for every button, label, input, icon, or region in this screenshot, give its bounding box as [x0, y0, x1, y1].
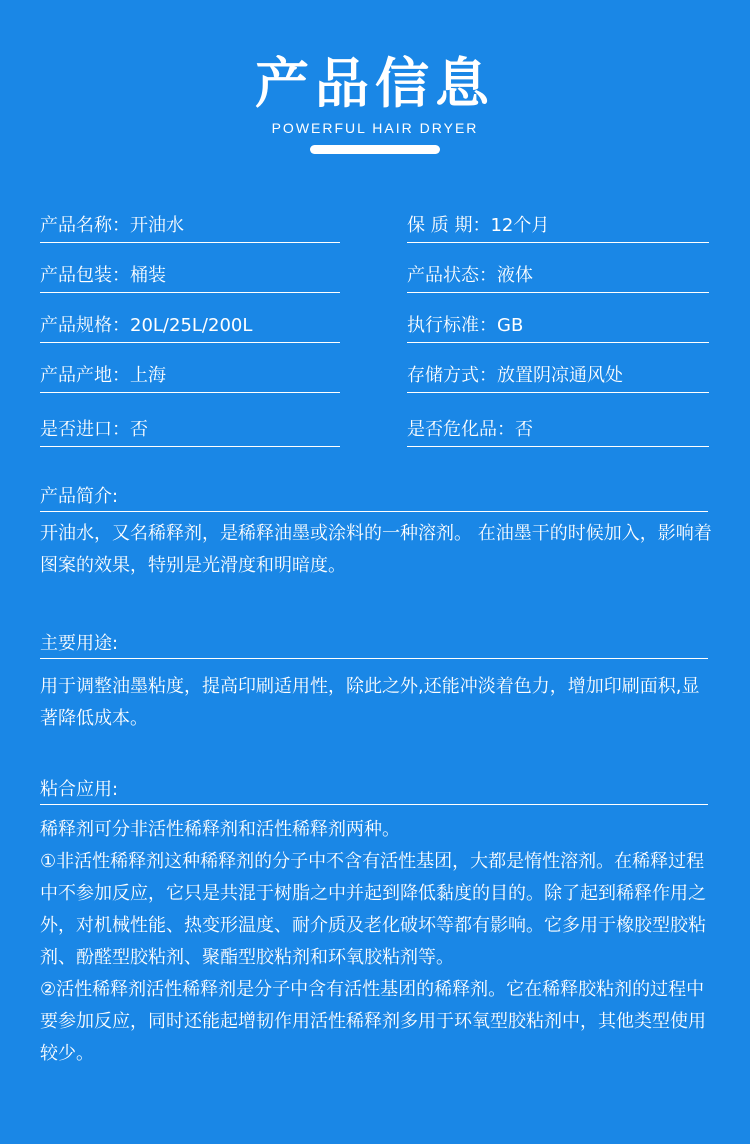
page-header — [0, 52, 750, 136]
title-underline-bar — [310, 145, 440, 154]
adhesive-heading: 粘合应用: — [40, 778, 708, 805]
adhesive-paragraph-2: ①非活性稀释剂这种稀释剂的分子中不含有活性基团，大都是惰性溶剂。在稀释过程中不参加反应，它只是共混于树脂之中并起到降低黏度的目的。除了起到稀释作用之外，对机械性能、热变形温度、耐介质及老化破坏等都有影响。它多用于橡胶型胶粘剂、酚醛型胶粘剂、聚酯型胶粘剂和环氧胶粘剂等。 — [40, 851, 706, 968]
adhesive-paragraph-3: ②活性稀释剂活性稀释剂是分子中含有活性基团的稀释剂。它在稀释胶粘剂的过程中要参加反应，同时还能起增韧作用活性稀释剂多用于环氧型胶粘剂中，其他类型使用较少。 — [40, 979, 706, 1064]
adhesive-body — [40, 814, 712, 1070]
spec-package: 产品包装：桶装 — [40, 262, 340, 293]
spec-shelf-life: 保 质 期：12个月 — [407, 212, 709, 243]
spec-name: 产品名称：开油水 — [40, 212, 340, 243]
intro-text: 开油水，又名稀释剂，是稀释油墨或涂料的一种溶剂。 在油墨干的时候加入，影响着图案的效果，特别是光滑度和明暗度。 — [40, 523, 712, 576]
adhesive-paragraph-1: 稀释剂可分非活性稀释剂和活性稀释剂两种。 — [40, 819, 400, 840]
usage-heading: 主要用途: — [40, 632, 708, 659]
spec-origin: 产品产地：上海 — [40, 362, 340, 393]
spec-imported: 是否进口：否 — [40, 416, 340, 447]
page-title: 产品信息 — [255, 52, 495, 115]
page-subtitle: POWERFUL HAIR DRYER — [271, 120, 479, 136]
spec-state: 产品状态：液体 — [407, 262, 709, 293]
spec-hazardous: 是否危化品：否 — [407, 416, 709, 447]
usage-text: 用于调整油墨粘度，提高印刷适用性，除此之外,还能冲淡着色力，增加印刷面积,显著降低成本。 — [40, 676, 700, 729]
spec-storage: 存储方式：放置阴凉通风处 — [407, 362, 709, 393]
spec-size: 产品规格：20L/25L/200L — [40, 312, 340, 343]
spec-standard: 执行标准：GB — [407, 312, 709, 343]
intro-heading: 产品简介: — [40, 485, 708, 512]
